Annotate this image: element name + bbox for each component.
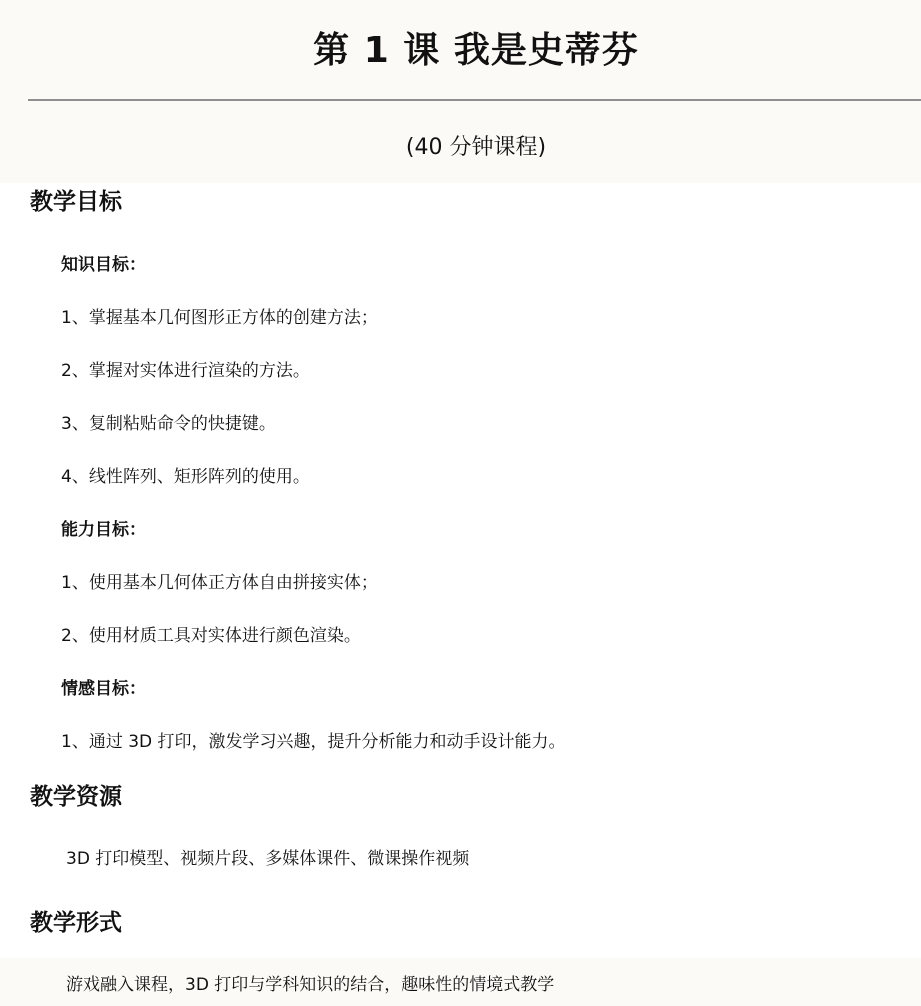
ability-objective-item: 1、使用基本几何体正方体自由拼接实体；	[61, 573, 378, 593]
resources-text: 3D 打印模型、视频片段、多媒体课件、微课操作视频	[66, 849, 470, 869]
section-heading-resources: 教学资源	[30, 784, 122, 810]
knowledge-objective-item: 4、线性阵列、矩形阵列的使用。	[61, 467, 310, 487]
ability-objective-item: 2、使用材质工具对实体进行颜色渲染。	[61, 626, 361, 646]
page-subtitle: (40 分钟课程)	[405, 135, 547, 160]
knowledge-objective-item: 1、掌握基本几何图形正方体的创建方法；	[61, 308, 378, 328]
knowledge-objectives-label: 知识目标：	[61, 255, 146, 275]
title-divider	[28, 99, 921, 101]
knowledge-objective-item: 3、复制粘贴命令的快捷键。	[61, 414, 276, 434]
emotion-objectives-label: 情感目标：	[61, 679, 146, 699]
emotion-objective-item: 1、通过 3D 打印，激发学习兴趣，提升分析能力和动手设计能力。	[61, 732, 566, 752]
knowledge-objective-item: 2、掌握对实体进行渲染的方法。	[61, 361, 310, 381]
section-heading-form: 教学形式	[30, 910, 122, 936]
form-text: 游戏融入课程，3D 打印与学科知识的结合，趣味性的情境式教学	[66, 975, 555, 995]
section-heading-objectives: 教学目标	[30, 189, 122, 215]
page-title: 第 1 课 我是史蒂芬	[313, 30, 639, 71]
ability-objectives-label: 能力目标：	[61, 520, 146, 540]
